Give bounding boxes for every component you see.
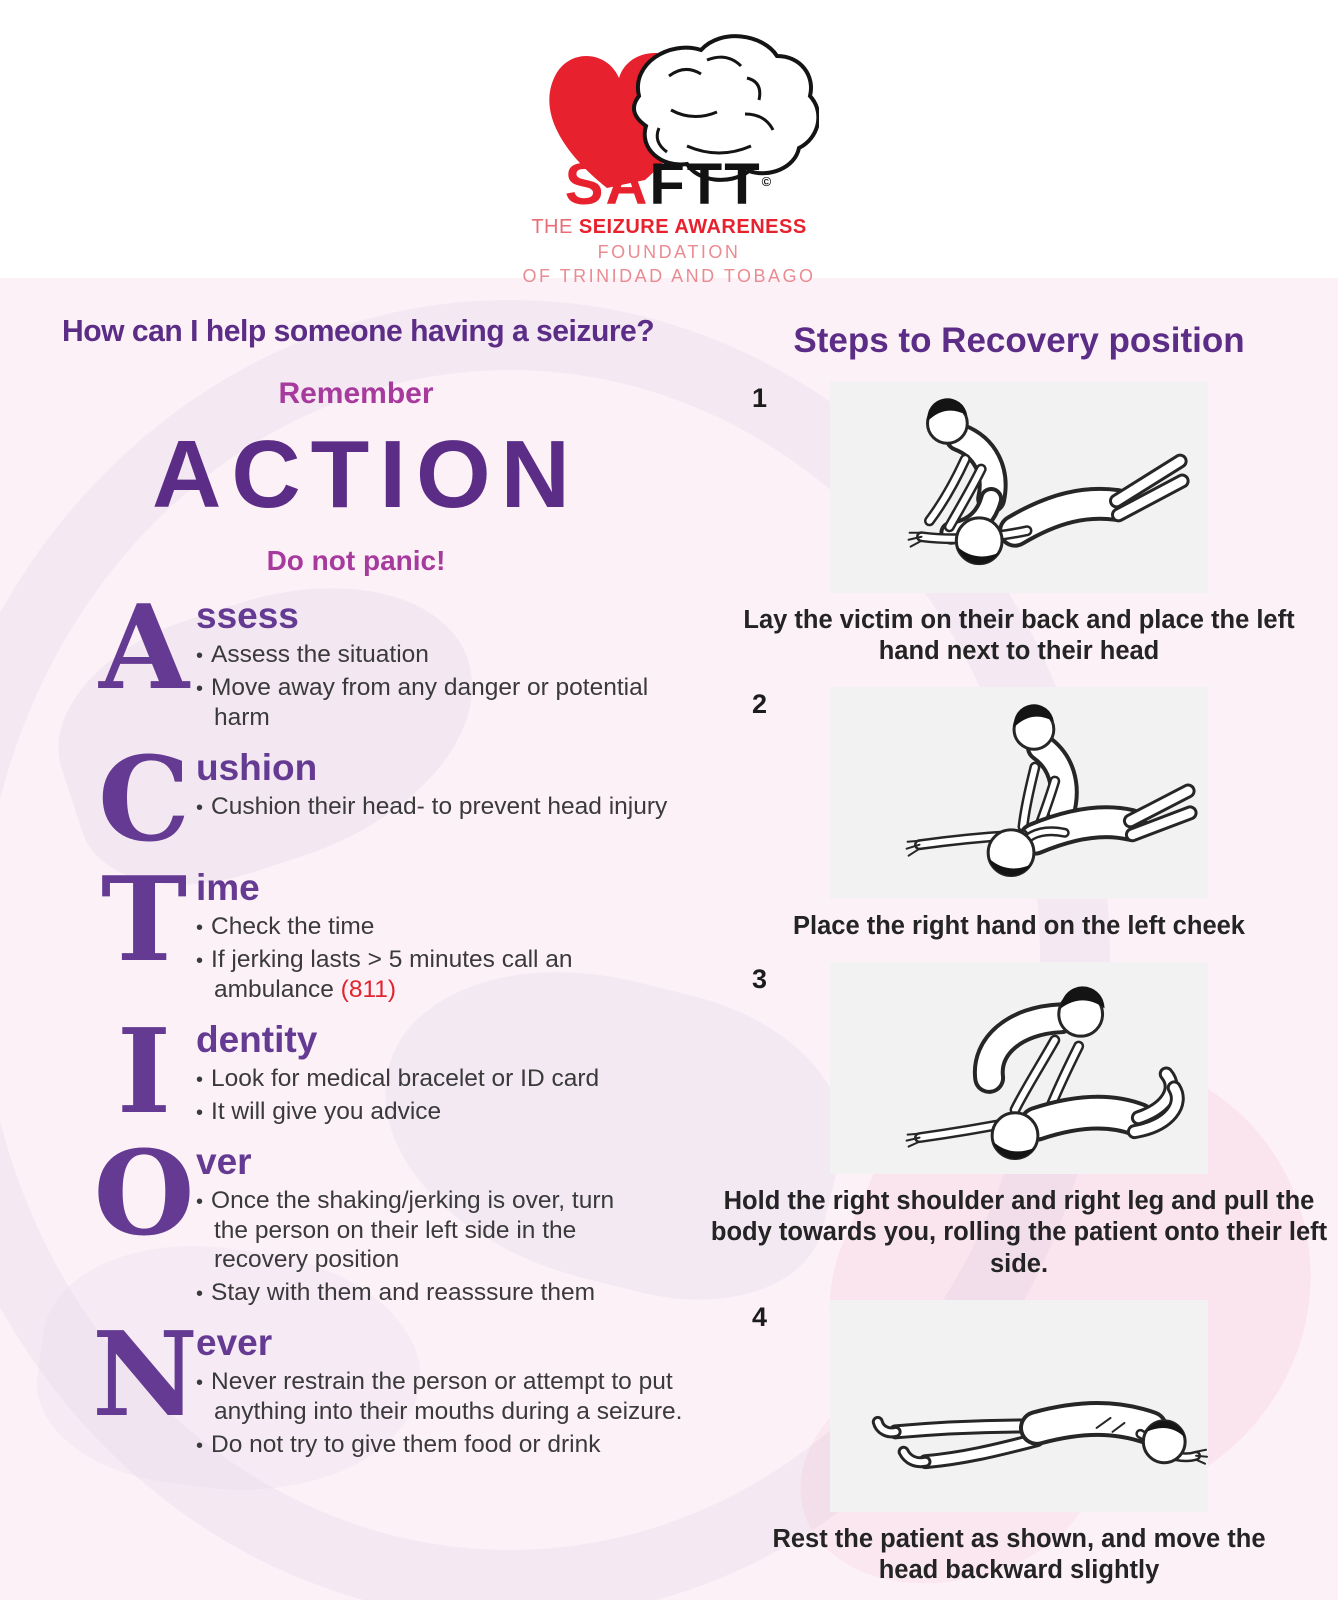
bullet: • It will give you advice: [196, 1097, 599, 1127]
bullet: • Check the time: [196, 912, 626, 942]
word-ver: ver: [196, 1140, 252, 1182]
step-1-caption: Lay the victim on their back and place the left hand next to their head: [743, 606, 1295, 666]
assess-bullets: [196, 640, 654, 733]
bullet: • Once the shaking/jerking is over, turn the person on their left side in the recovery position: [196, 1186, 654, 1276]
logo-subline-foundation: FOUNDATION: [597, 242, 741, 262]
step-1-panel: [830, 381, 1208, 593]
letter-c: C: [97, 731, 191, 868]
copyright-mark: ©: [761, 174, 774, 189]
step-number: 3: [752, 964, 768, 995]
section-assess: [92, 580, 700, 733]
brand-ftt: FTT: [649, 152, 762, 217]
recovery-step-3: [700, 962, 1338, 1279]
step-4-illustration: [830, 1300, 1208, 1512]
cushion-bullets: [196, 792, 667, 822]
letter-n: N: [92, 1307, 199, 1444]
section-over: [92, 1125, 700, 1309]
letter-a: A: [98, 580, 189, 716]
step-number: 1: [752, 383, 768, 413]
bullet: • Cushion their head- to prevent head injury: [196, 792, 667, 822]
word-ime: ime: [196, 867, 260, 909]
word-ssess: ssess: [196, 595, 299, 636]
step-2-panel: [830, 687, 1208, 899]
step-3-caption: Hold the right shoulder and right leg and pull the body towards you, rolling the patient onto their left side.: [710, 1187, 1328, 1278]
letter-i: I: [116, 1003, 172, 1140]
time-bullets: [196, 912, 626, 1005]
word-ushion: ushion: [196, 746, 318, 788]
bullet: • Stay with them and reasssure them: [196, 1278, 654, 1308]
do-not-panic-label: Do not panic!: [266, 545, 446, 576]
step-4-caption: Rest the patient as shown, and move the head backward slightly: [772, 1524, 1266, 1584]
over-bullets: [196, 1186, 654, 1309]
letter-o: O: [93, 1125, 195, 1262]
word-ever: ever: [196, 1322, 273, 1364]
logo-subline-country: OF TRINIDAD AND TOBAGO: [522, 266, 816, 286]
action-column: [0, 295, 700, 1600]
brand-sa: SA: [564, 152, 650, 217]
identity-bullets: [196, 1064, 599, 1127]
recovery-step-1: [700, 381, 1338, 667]
bullet: • Look for medical bracelet or ID card: [196, 1064, 599, 1094]
saftt-logo: [489, 0, 849, 287]
step-2-caption: Place the right hand on the left cheek: [792, 912, 1245, 941]
step-number: 4: [752, 1301, 768, 1332]
recovery-title: Steps to Recovery position: [793, 321, 1245, 360]
step-2-illustration: [830, 687, 1208, 899]
letter-t: T: [100, 852, 188, 989]
remember-label: Remember: [278, 377, 434, 410]
bullet: • Do not try to give them food or drink: [196, 1430, 696, 1460]
word-dentity: dentity: [196, 1018, 318, 1060]
emergency-number: (811): [340, 976, 397, 1004]
recovery-step-2: [700, 687, 1338, 942]
section-never: [92, 1307, 700, 1460]
section-time: [92, 852, 700, 1005]
step-4-panel: [830, 1300, 1208, 1512]
recovery-step-4: [700, 1300, 1338, 1586]
brand-wordmark: [489, 152, 849, 217]
bullet: • Never restrain the person or attempt to put anything into their mouths during a seizure.: [196, 1367, 696, 1427]
step-3-illustration: [830, 962, 1208, 1174]
action-acronym: ACTION: [152, 421, 580, 528]
step-3-panel: [830, 962, 1208, 1174]
section-cushion: [92, 731, 700, 868]
bullet: • Assess the situation: [196, 640, 654, 670]
bullet: • Move away from any danger or potential harm: [196, 673, 654, 733]
logo-tagline: THE SEIZURE AWARENESS: [531, 216, 807, 238]
never-bullets: [196, 1367, 696, 1460]
question-heading: How can I help someone having a seizure?: [62, 313, 655, 348]
recovery-column: [700, 295, 1338, 1600]
bullet: • If jerking lasts > 5 minutes call an ambulance (811): [196, 945, 626, 1005]
step-number: 2: [752, 689, 768, 720]
section-identity: [92, 1003, 700, 1140]
step-1-illustration: [830, 381, 1208, 593]
main-columns: [0, 287, 1338, 1600]
